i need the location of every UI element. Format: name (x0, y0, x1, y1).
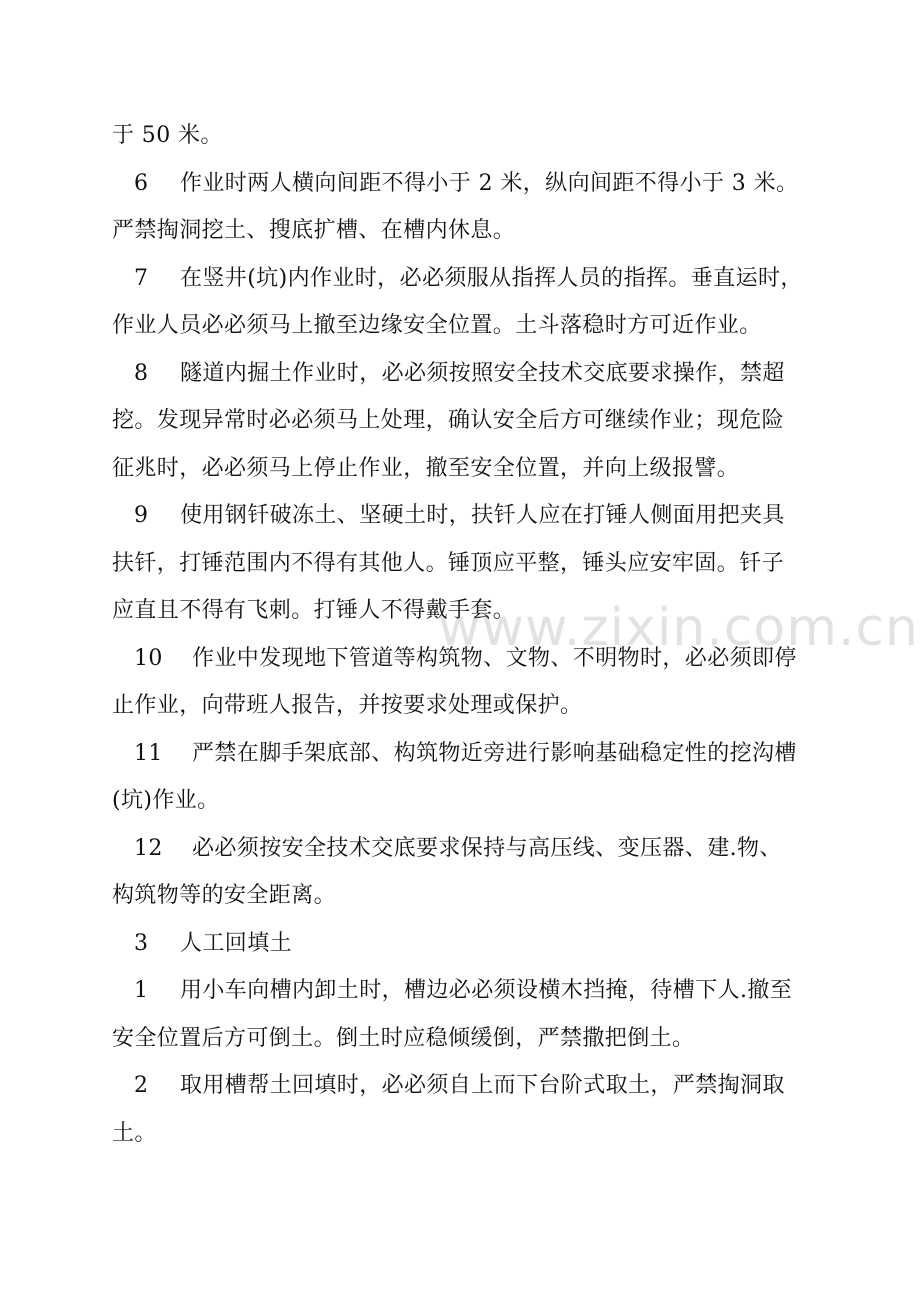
numbered-line: 8 隧道内掘土作业时，必必须按照安全技术交底要求操作，禁超 (112, 350, 820, 398)
item-number: 11 (134, 740, 163, 766)
text-line: (坑)作业。 (112, 788, 220, 813)
item-number: 2 (134, 1073, 149, 1098)
text-line: 作业人员必必须马上撤至边缘安全位置。土斗落稳时方可近作业。 (112, 313, 762, 338)
text-line: 严禁掏洞挖土、搜底扩槽、在槽内休息。 (112, 218, 516, 243)
text-line: 扶钎，打锤范围内不得有其他人。锤顶应平整，锤头应安牢固。钎子 (112, 550, 785, 576)
numbered-line: 12 必必须按安全技术交底要求保持与高压线、变压器、建.物、 (112, 825, 820, 873)
numbered-line: 11 严禁在脚手架底部、构筑物近旁进行影响基础稳定性的挖沟槽 (112, 730, 820, 778)
item-number: 10 (134, 645, 163, 671)
section-heading: 3 人工回填土 (112, 920, 820, 968)
numbered-line: 1 用小车向槽内卸土时，槽边必必须设横木挡掩，待槽下人.撤至 (112, 967, 820, 1015)
text-line: 于 50 米。 (112, 123, 223, 148)
item-number: 1 (134, 978, 149, 1003)
text-line: 土。 (112, 1120, 157, 1146)
item-number: 6 (134, 170, 149, 196)
section-number: 3 (134, 930, 149, 956)
numbered-line: 6 作业时两人横向间距不得小于 2 米，纵向间距不得小于 3 米。 (112, 160, 820, 208)
numbered-line: 7 在竖井(坑)内作业时，必必须服从指挥人员的指挥。垂直运时， (112, 255, 820, 303)
item-number: 12 (134, 835, 163, 861)
text-line: 安全位置后方可倒土。倒土时应稳倾缓倒，严禁撒把倒土。 (112, 1025, 695, 1051)
numbered-line: 9 使用钢钎破冻土、坚硬土时，扶钎人应在打锤人侧面用把夹具 (112, 492, 820, 540)
text-line: 止作业，向带班人报告，并按要求处理或保护。 (112, 693, 583, 718)
watermark: www.zixin.com.cn (438, 598, 919, 658)
numbered-line: 2 取用槽帮土回填时，必必须自上而下台阶式取土，严禁掏洞取 (112, 1062, 820, 1110)
text-line: 挖。发现异常时必必须马上处理，确认安全后方可继续作业；现危险 (112, 408, 785, 433)
document-body (112, 112, 820, 1157)
text-line: 构筑物等的安全距离。 (112, 883, 337, 908)
numbered-line: 10 作业中发现地下管道等构筑物、文物、不明物时，必必须即停 (112, 635, 820, 683)
text-line: 应直且不得有飞刺。打锤人不得戴手套。 (112, 598, 516, 623)
item-number: 7 (134, 265, 149, 291)
item-number: 9 (134, 503, 149, 528)
item-number: 8 (134, 360, 149, 386)
text-line: 征兆时，必必须马上停止作业，撤至安全位置，并向上级报譬。 (112, 455, 740, 481)
